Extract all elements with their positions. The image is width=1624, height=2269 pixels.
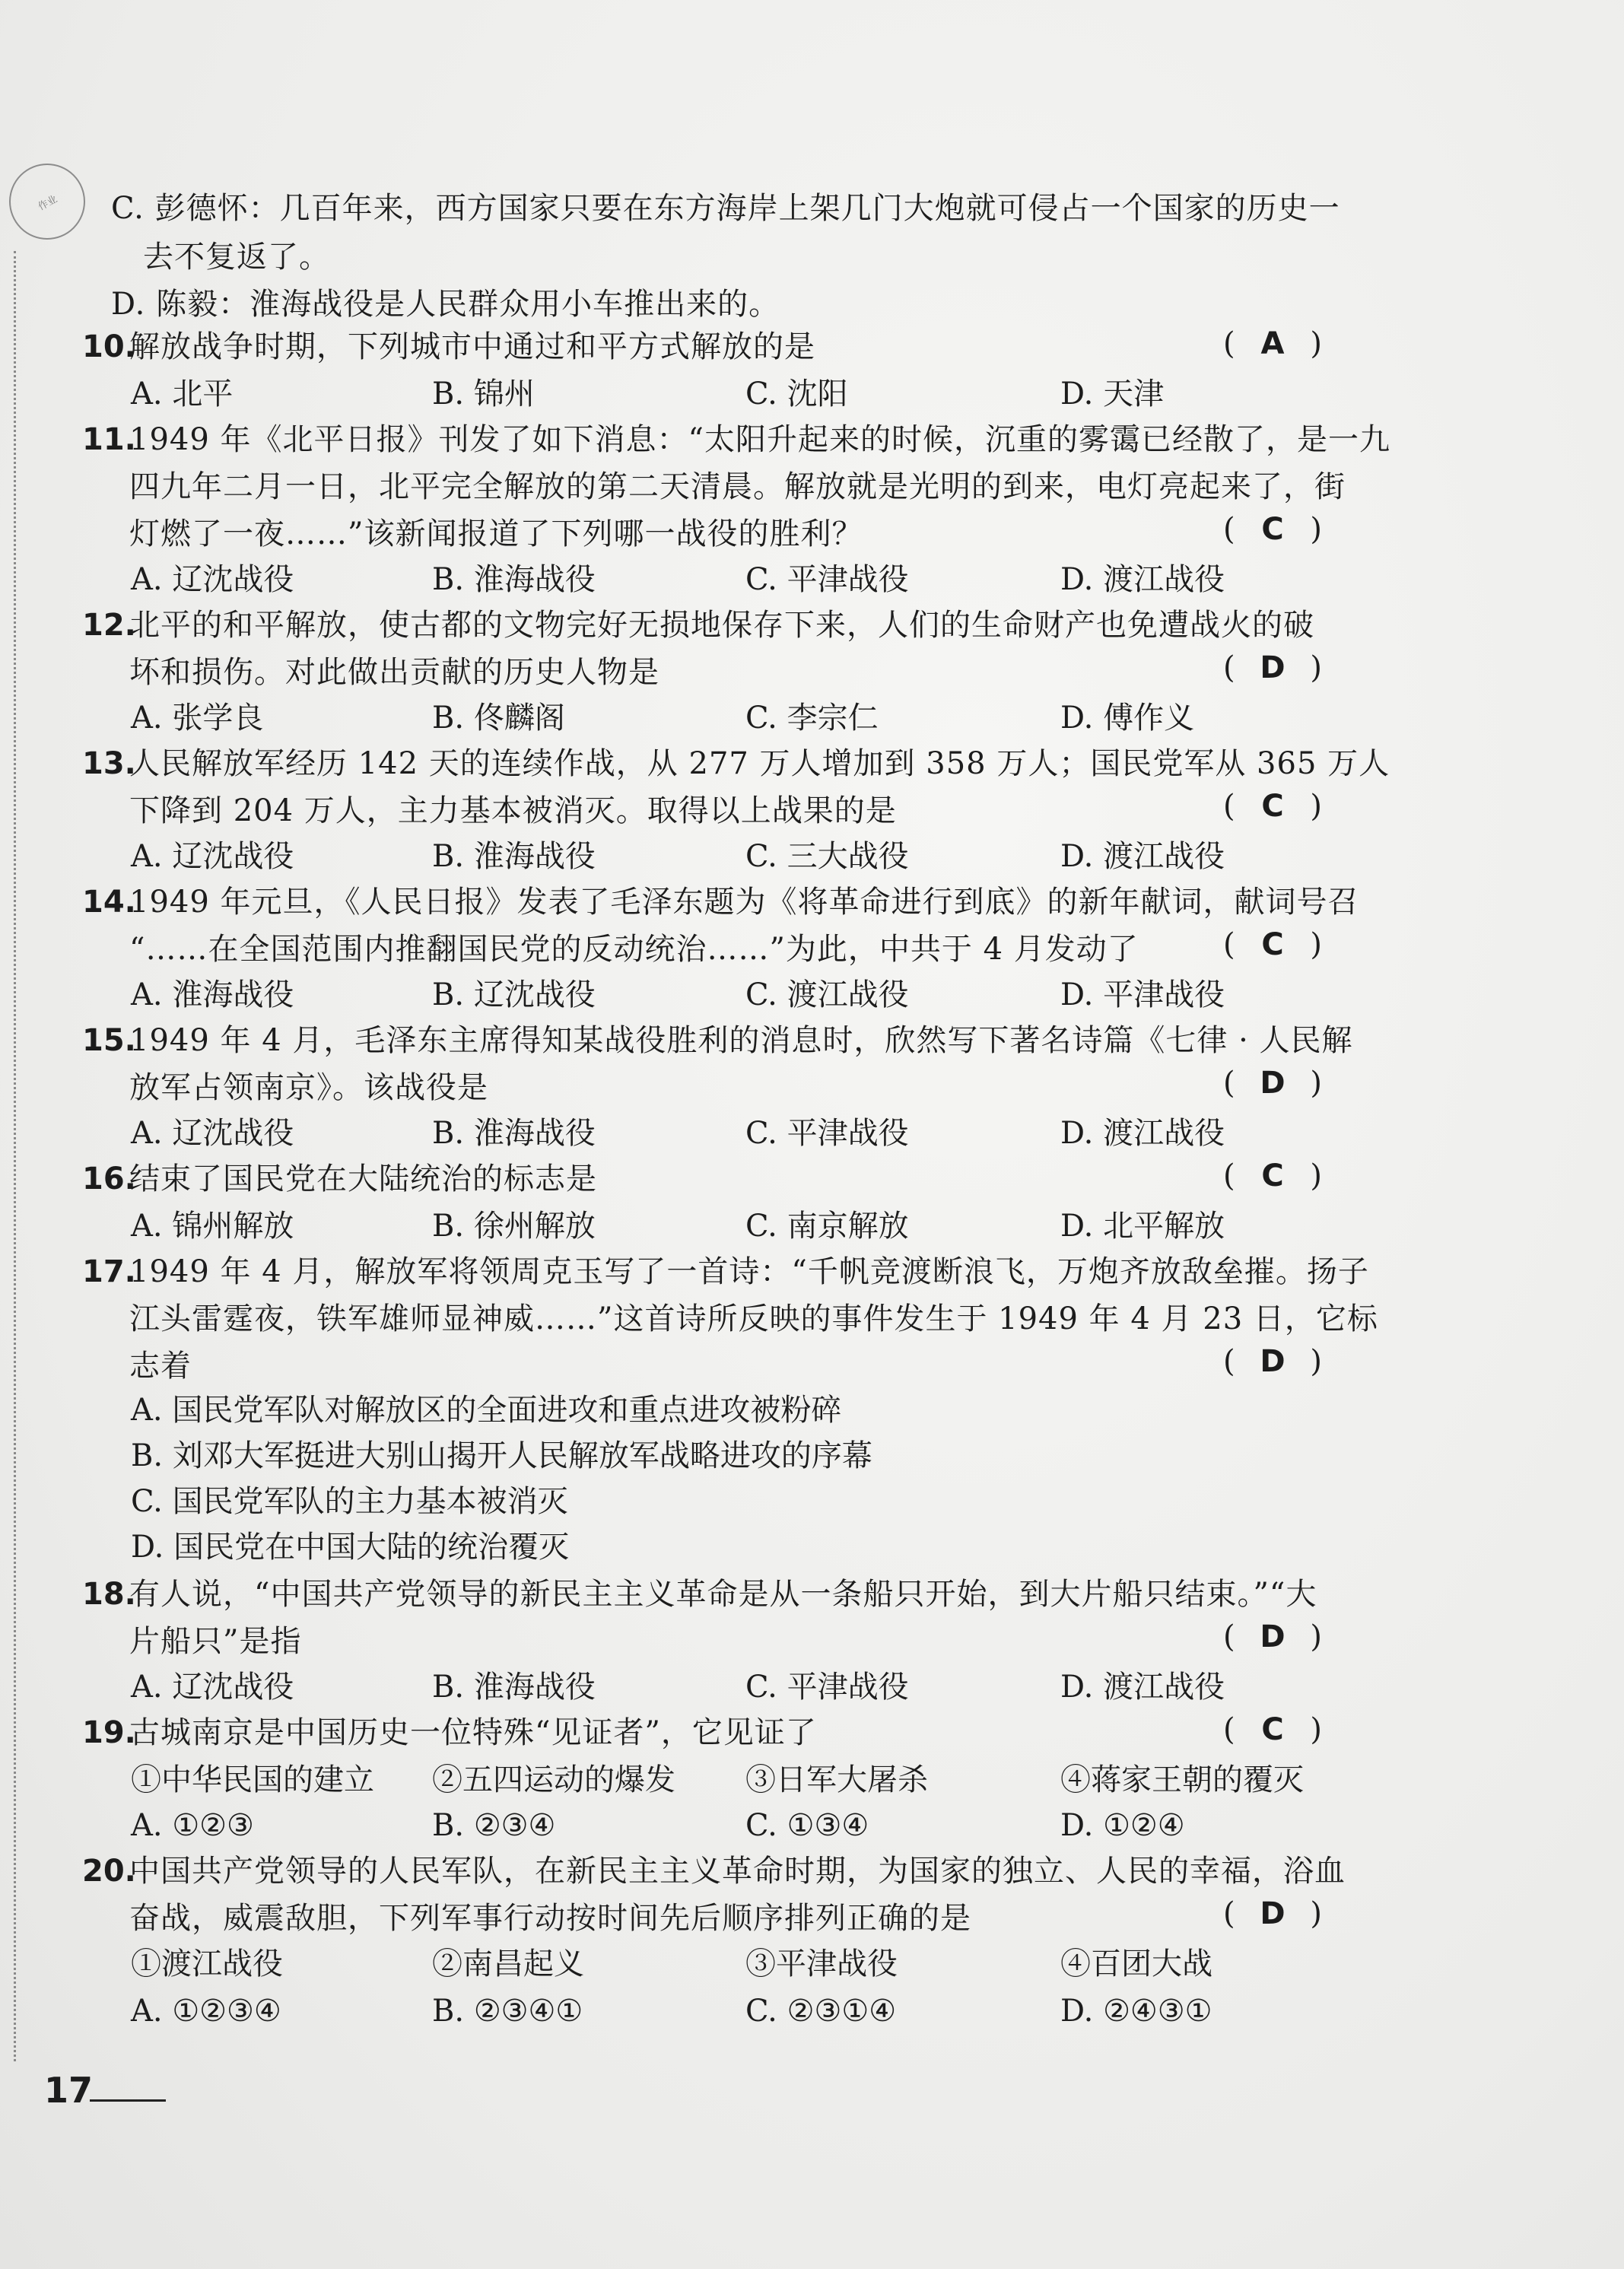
- paren-open: (: [1223, 1158, 1235, 1193]
- paren-open: (: [1223, 512, 1235, 547]
- question-number: 12.: [82, 608, 136, 643]
- answer-bracket: [1223, 1619, 1322, 1655]
- item-3: ③日军大屠杀: [745, 1762, 928, 1797]
- question-stem-line: 结束了国民党在大陆统治的标志是: [129, 1162, 597, 1196]
- answer-bracket: [1223, 650, 1322, 686]
- paren-close: ): [1310, 1619, 1322, 1654]
- paren-close: ): [1310, 1712, 1322, 1747]
- answer-bracket: [1223, 511, 1322, 548]
- option-c: C. 李宗仁: [745, 701, 879, 736]
- option-a: A. 张学良: [131, 701, 264, 736]
- answer-bracket: [1223, 1343, 1322, 1380]
- paren-open: (: [1223, 1344, 1235, 1379]
- option-a: A. 锦州解放: [131, 1209, 294, 1244]
- option-d: D. 平津战役: [1060, 977, 1225, 1012]
- question-stem-line: 下降到 204 万人，主力基本被消灭。取得以上战果的是: [129, 793, 897, 828]
- question-number: 13.: [82, 746, 136, 781]
- answer-value: D: [1260, 1619, 1286, 1654]
- option-a: A. 淮海战役: [131, 977, 294, 1012]
- question-number: 16.: [82, 1162, 136, 1196]
- question-stem-line: 有人说，“中国共产党领导的新民主主义革命是从一条船只开始，到大片船只结束。”“大: [129, 1577, 1317, 1612]
- option-b: B. 淮海战役: [432, 1116, 596, 1151]
- option-a: A. 北平: [131, 377, 234, 412]
- option-a: A. 辽沈战役: [131, 562, 294, 597]
- question-stem-line: 片船只”是指: [129, 1624, 302, 1659]
- question-stem-line: 奋战，威震敌胆，下列军事行动按时间先后顺序排列正确的是: [129, 1901, 971, 1936]
- answer-bracket: [1223, 1711, 1322, 1748]
- answer-value: D: [1260, 650, 1286, 685]
- question-stem-line: 放军占领南京》。该战役是: [129, 1070, 488, 1105]
- option-d: D. 天津: [1060, 377, 1165, 412]
- question-stem-line: 中国共产党领导的人民军队，在新民主主义革命时期，为国家的独立、人民的幸福，浴血: [129, 1854, 1346, 1889]
- page-number-rule: [90, 2099, 166, 2102]
- paren-open: (: [1223, 1619, 1235, 1654]
- question-number: 19.: [82, 1715, 136, 1750]
- paren-open: (: [1223, 1896, 1235, 1931]
- option-d: D. ②④③①: [1060, 1994, 1212, 2029]
- question-stem-line: 灯燃了一夜……”该新闻报道了下列哪一战役的胜利？: [129, 516, 863, 551]
- option-b: B. 淮海战役: [432, 839, 596, 874]
- option-c: C. 平津战役: [745, 1670, 909, 1705]
- item-3: ③平津战役: [745, 1946, 898, 1981]
- answer-value: D: [1260, 1066, 1286, 1101]
- answer-value: C: [1261, 1712, 1284, 1747]
- option-a: A. 辽沈战役: [131, 1670, 294, 1705]
- question-stem-line: 人民解放军经历 142 天的连续作战，从 277 万人增加到 358 万人；国民党军从 365 万人: [129, 746, 1390, 781]
- question-stem-line: 江头雷霆夜，铁军雄师显神威……”这首诗所反映的事件发生于 1949 年 4 月 23 日，它标: [129, 1301, 1378, 1336]
- answer-bracket: [1223, 1158, 1322, 1194]
- question-number: 17.: [82, 1254, 136, 1289]
- question-stem-line: “……在全国范围内推翻国民党的反动统治……”为此，中共于 4 月发动了: [129, 932, 1139, 967]
- question-number: 20.: [82, 1854, 136, 1889]
- paren-close: ): [1310, 1896, 1322, 1931]
- option-b: B. 佟麟阁: [432, 701, 565, 736]
- paren-open: (: [1223, 1066, 1235, 1101]
- option-a: A. 辽沈战役: [131, 1116, 294, 1151]
- binding-dotted-line: [14, 251, 16, 2061]
- question-number: 10.: [82, 329, 136, 364]
- question-stem-line: 古城南京是中国历史一位特殊“见证者”，它见证了: [129, 1715, 817, 1750]
- option-c: C. 平津战役: [745, 1116, 909, 1151]
- question-stem-line: 解放战争时期，下列城市中通过和平方式解放的是: [129, 329, 815, 364]
- q9-option-c-line1: C. 彭德怀：几百年来，西方国家只要在东方海岸上架几门大炮就可侵占一个国家的历史一: [111, 191, 1340, 226]
- answer-bracket: [1223, 1896, 1322, 1932]
- stamp-text: 作业: [36, 193, 59, 213]
- question-stem-line: 四九年二月一日，北平完全解放的第二天清晨。解放就是光明的到来，电灯亮起来了，街: [129, 469, 1346, 504]
- answer-value: D: [1260, 1896, 1286, 1931]
- option-b: B. 辽沈战役: [432, 977, 596, 1012]
- option-a: A. ①②③: [131, 1808, 254, 1843]
- answer-value: C: [1261, 789, 1284, 824]
- question-stem-line: 1949 年 4 月，毛泽东主席得知某战役胜利的消息时，欣然写下著名诗篇《七律 · 人民解: [129, 1023, 1353, 1058]
- paren-close: ): [1310, 650, 1322, 685]
- item-4: ④蒋家王朝的覆灭: [1060, 1762, 1304, 1797]
- homework-stamp: [9, 164, 85, 240]
- option-c: C. ②③①④: [745, 1994, 897, 2029]
- option-c: C. 国民党军队的主力基本被消灭: [131, 1484, 568, 1519]
- option-c: C. 沈阳: [745, 377, 848, 412]
- question-stem-line: 志着: [129, 1349, 192, 1384]
- answer-bracket: [1223, 1065, 1322, 1101]
- question-number: 15.: [82, 1023, 136, 1058]
- option-a: A. 辽沈战役: [131, 839, 294, 874]
- option-c: C. 南京解放: [745, 1209, 909, 1244]
- question-stem-line: 1949 年元旦，《人民日报》发表了毛泽东题为《将革命进行到底》的新年献词，献词号召: [129, 885, 1359, 920]
- paren-close: ): [1310, 927, 1322, 962]
- paren-open: (: [1223, 927, 1235, 962]
- option-b: B. 锦州: [432, 377, 535, 412]
- paren-close: ): [1310, 789, 1322, 824]
- answer-value: C: [1261, 927, 1284, 962]
- option-b: B. ②③④①: [432, 1994, 583, 2029]
- question-number: 14.: [82, 885, 136, 920]
- option-c: C. 平津战役: [745, 562, 909, 597]
- paren-open: (: [1223, 789, 1235, 824]
- option-d: D. 渡江战役: [1060, 1670, 1225, 1705]
- question-stem-line: 1949 年《北平日报》刊发了如下消息：“太阳升起来的时候，沉重的雾霭已经散了，是一九: [129, 422, 1390, 457]
- option-d: D. 国民党在中国大陆的统治覆灭: [131, 1530, 570, 1565]
- option-d: D. 北平解放: [1060, 1209, 1225, 1244]
- option-b: B. 淮海战役: [432, 1670, 596, 1705]
- item-1: ①中华民国的建立: [131, 1762, 374, 1797]
- option-c: C. 渡江战役: [745, 977, 909, 1012]
- question-stem-line: 坏和损伤。对此做出贡献的历史人物是: [129, 655, 659, 690]
- question-stem-line: 1949 年 4 月，解放军将领周克玉写了一首诗：“千帆竞渡断浪飞，万炮齐放敌垒摧。扬子: [129, 1254, 1369, 1289]
- question-stem-line: 北平的和平解放，使古都的文物完好无损地保存下来，人们的生命财产也免遭战火的破: [129, 608, 1314, 643]
- option-b: B. ②③④: [432, 1808, 556, 1843]
- answer-bracket: [1223, 926, 1322, 963]
- paren-open: (: [1223, 650, 1235, 685]
- answer-value: D: [1260, 1344, 1286, 1379]
- item-2: ②五四运动的爆发: [432, 1762, 675, 1797]
- paren-close: ): [1310, 326, 1322, 361]
- answer-bracket: [1223, 788, 1322, 825]
- option-a: A. 国民党军队对解放区的全面进攻和重点进攻被粉碎: [131, 1393, 842, 1428]
- option-d: D. 傅作义: [1060, 701, 1195, 736]
- answer-value: A: [1260, 326, 1285, 361]
- option-d: D. 渡江战役: [1060, 1116, 1225, 1151]
- item-4: ④百团大战: [1060, 1946, 1212, 1981]
- option-a: A. ①②③④: [131, 1994, 281, 2029]
- option-b: B. 徐州解放: [432, 1209, 596, 1244]
- question-number: 11.: [82, 422, 136, 457]
- paren-close: ): [1310, 1066, 1322, 1101]
- answer-value: C: [1261, 512, 1284, 547]
- answer-value: C: [1261, 1158, 1284, 1193]
- page-number: 17: [44, 2070, 94, 2111]
- paren-close: ): [1310, 512, 1322, 547]
- paren-close: ): [1310, 1344, 1322, 1379]
- question-number: 18.: [82, 1577, 136, 1612]
- paren-open: (: [1223, 1712, 1235, 1747]
- option-c: C. 三大战役: [745, 839, 909, 874]
- item-1: ①渡江战役: [131, 1946, 283, 1981]
- option-d: D. 渡江战役: [1060, 839, 1225, 874]
- q9-option-c-line2: 去不复返了。: [143, 240, 330, 275]
- option-d: D. ①②④: [1060, 1808, 1185, 1843]
- answer-bracket: [1223, 326, 1322, 362]
- option-c: C. ①③④: [745, 1808, 869, 1843]
- item-2: ②南昌起义: [432, 1946, 584, 1981]
- option-b: B. 淮海战役: [432, 562, 596, 597]
- option-d: D. 渡江战役: [1060, 562, 1225, 597]
- paren-close: ): [1310, 1158, 1322, 1193]
- option-b: B. 刘邓大军挺进大别山揭开人民解放军战略进攻的序幕: [131, 1438, 872, 1473]
- paren-open: (: [1223, 326, 1235, 361]
- q9-option-d: D. 陈毅：淮海战役是人民群众用小车推出来的。: [111, 287, 780, 322]
